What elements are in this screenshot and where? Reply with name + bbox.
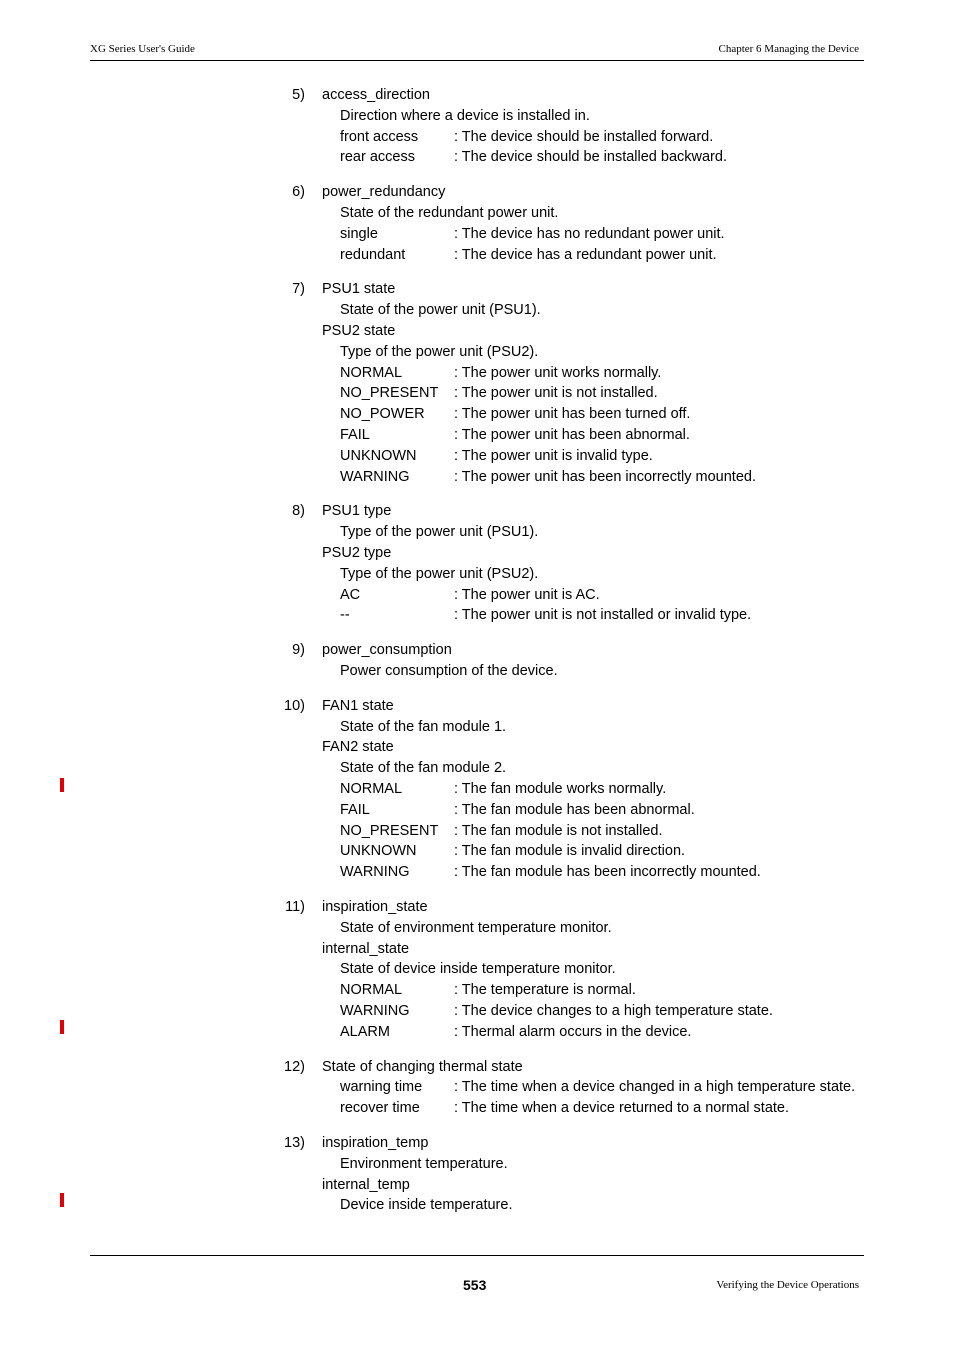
value-description: : The device has a redundant power unit. (454, 246, 717, 263)
value-description: : The power unit is invalid type. (454, 447, 653, 464)
value-key: front access (340, 128, 419, 145)
value-key: NORMAL (340, 781, 403, 797)
value-description: : The fan module is invalid direction. (454, 843, 686, 860)
item-title: PSU2 type (322, 545, 392, 561)
item-title: access_direction (322, 87, 430, 103)
value-description: : The power unit is not installed or invalid type. (454, 607, 752, 624)
value-key: NORMAL (340, 364, 403, 381)
item-number: 5) (292, 87, 305, 103)
item-title: FAN2 state (322, 739, 394, 756)
value-description: : The power unit is not installed. (454, 385, 658, 402)
value-description: : The time when a device returned to a normal state. (454, 1100, 790, 1117)
change-bar (60, 778, 64, 792)
value-key: WARNING (340, 864, 410, 881)
section-title: Verifying the Device Operations (716, 1279, 859, 1291)
item-number: 13) (284, 1135, 305, 1151)
value-key: ALARM (340, 1023, 390, 1040)
value-description: : The fan module is not installed. (454, 822, 663, 839)
value-description: : The device has no redundant power unit. (454, 225, 725, 242)
value-description: : The device should be installed forward. (454, 128, 714, 145)
item-description: State of environment temperature monitor. (340, 919, 612, 936)
value-description: : The power unit has been turned off. (454, 406, 691, 423)
item-description: State of the fan module 1. (340, 718, 507, 735)
value-description: : The power unit has been abnormal. (454, 427, 690, 443)
item-description: Environment temperature. (340, 1155, 508, 1172)
item-number: 7) (292, 281, 305, 298)
page-number: 553 (463, 1277, 487, 1293)
item-description: Device inside temperature. (340, 1197, 513, 1214)
item-description: State of the power unit (PSU1). (340, 302, 541, 319)
item-description: State of device inside temperature monitor. (340, 961, 616, 978)
value-description: : The time when a device changed in a high temperature state. (454, 1079, 856, 1096)
change-bar (60, 1020, 64, 1034)
value-key: redundant (340, 246, 406, 263)
value-description: : The fan module has been incorrectly mounted. (454, 864, 761, 881)
item-title: State of changing thermal state (322, 1058, 523, 1075)
value-key: WARNING (340, 1003, 410, 1019)
item-title: power_redundancy (322, 184, 446, 201)
value-description: : The temperature is normal. (454, 982, 636, 999)
value-description: : The device should be installed backward. (454, 149, 727, 166)
value-key: -- (340, 607, 350, 624)
value-key: rear access (340, 149, 415, 166)
item-title: PSU1 state (322, 281, 396, 298)
value-key: single (340, 225, 378, 242)
item-number: 12) (284, 1058, 305, 1075)
item-title: inspiration_temp (322, 1135, 429, 1151)
item-description: Type of the power unit (PSU2). (340, 343, 539, 360)
change-bar (60, 1193, 64, 1207)
item-number: 11) (285, 899, 305, 915)
value-description: : The device changes to a high temperature state. (454, 1003, 773, 1019)
value-key: FAIL (340, 801, 370, 818)
item-title: FAN1 state (322, 697, 394, 714)
footer-divider (90, 1255, 864, 1256)
value-description: : The fan module has been abnormal. (454, 801, 695, 818)
header-divider (90, 60, 864, 61)
item-description: Power consumption of the device. (340, 663, 558, 679)
item-number: 8) (292, 503, 305, 520)
value-key: WARNING (340, 468, 410, 485)
value-key: UNKNOWN (340, 447, 417, 464)
value-key: warning time (340, 1079, 423, 1096)
document-title: XG Series User's Guide (90, 43, 195, 55)
item-title: PSU2 state (322, 323, 396, 339)
value-key: NORMAL (340, 982, 403, 999)
item-title: internal_state (322, 940, 410, 957)
value-key: NO_PRESENT (340, 385, 439, 402)
item-description: Type of the power unit (PSU1). (340, 524, 539, 541)
value-description: : The power unit works normally. (454, 364, 662, 381)
item-description: Type of the power unit (PSU2). (340, 565, 539, 582)
item-description: State of the fan module 2. (340, 760, 507, 777)
value-key: NO_POWER (340, 406, 425, 423)
value-description: : The fan module works normally. (454, 781, 667, 797)
value-key: NO_PRESENT (340, 822, 439, 839)
chapter-title: Chapter 6 Managing the Device (718, 43, 859, 55)
item-number: 9) (292, 642, 305, 659)
value-key: AC (340, 586, 361, 603)
item-title: power_consumption (322, 642, 452, 659)
item-description: Direction where a device is installed in. (340, 107, 590, 124)
value-description: : Thermal alarm occurs in the device. (454, 1023, 692, 1040)
value-key: FAIL (340, 427, 370, 443)
item-title: PSU1 type (322, 503, 392, 520)
item-number: 10) (284, 697, 305, 714)
value-key: recover time (340, 1100, 420, 1117)
item-title: internal_temp (322, 1176, 410, 1193)
item-title: inspiration_state (322, 899, 428, 915)
item-number: 6) (292, 184, 305, 201)
value-description: : The power unit has been incorrectly mounted. (454, 468, 756, 485)
item-description: State of the redundant power unit. (340, 205, 559, 221)
value-description: : The power unit is AC. (454, 586, 600, 603)
value-key: UNKNOWN (340, 843, 417, 860)
